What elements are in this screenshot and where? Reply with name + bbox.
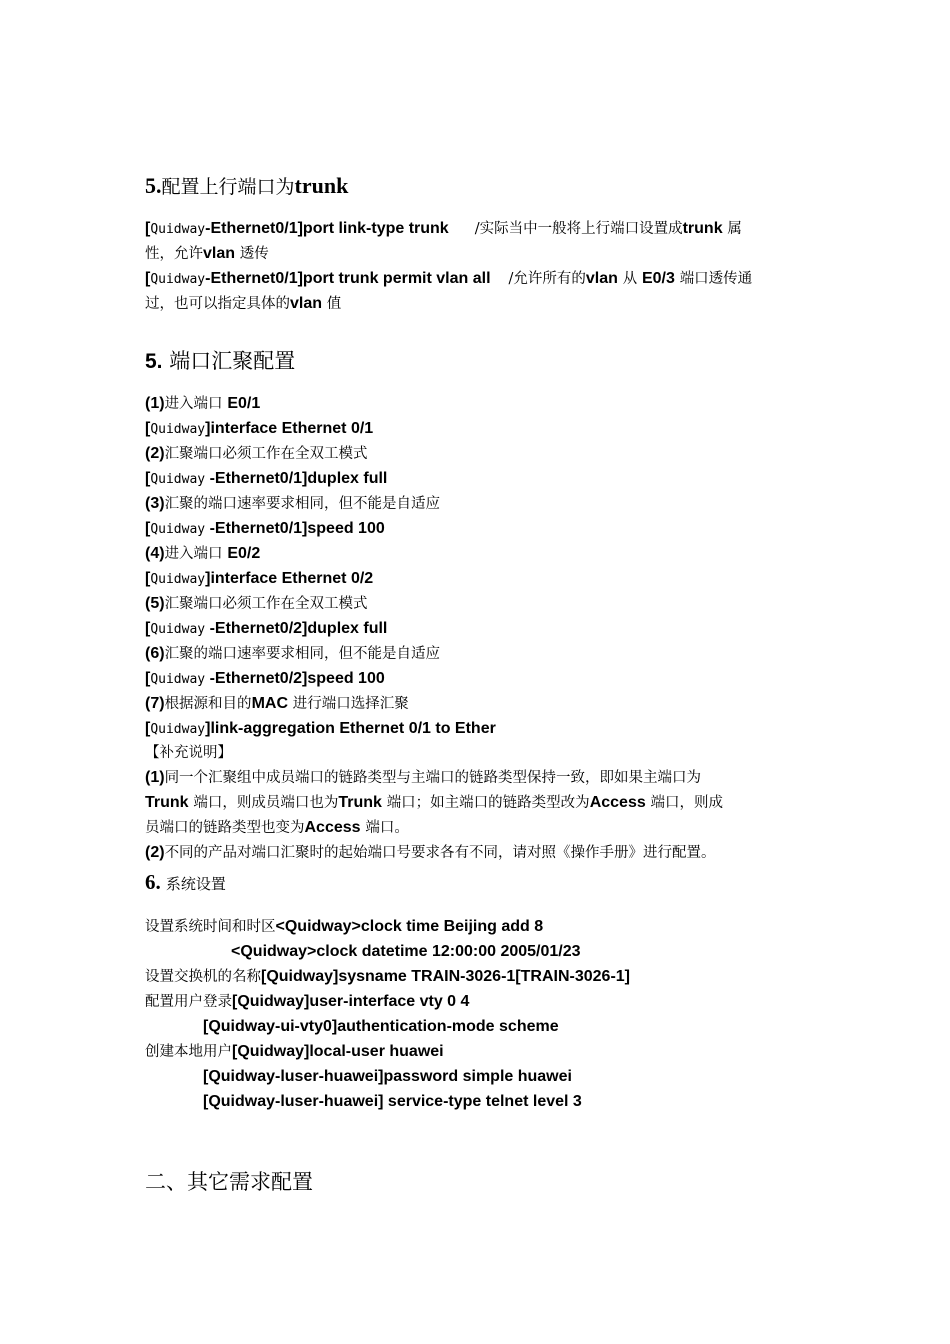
agg-cmd-7: [Quidway]link-aggregation Ethernet 0/1 to Ether <box>145 720 496 737</box>
trunk-line-2: 性，允许vlan 透传 <box>145 245 269 262</box>
sys-line-6: 创建本地用户[Quidway]local-user huawei <box>145 1043 444 1060</box>
agg-cmd-2: [Quidway -Ethernet0/1]duplex full <box>145 470 388 487</box>
agg-cmd-4: [Quidway]interface Ethernet 0/2 <box>145 570 374 587</box>
sys-line-2: <Quidway>clock datetime 12:00:00 2005/01/23 <box>231 943 581 960</box>
agg-step-4: (4)进入端口 E0/2 <box>145 545 261 562</box>
agg-cmd-6: [Quidway -Ethernet0/2]speed 100 <box>145 670 385 687</box>
supplement-title: 【补充说明】 <box>145 745 232 761</box>
sys-line-4: 配置用户登录[Quidway]user-interface vty 0 4 <box>145 993 470 1010</box>
sys-line-5: [Quidway-ui-vty0]authentication-mode scheme <box>203 1018 559 1035</box>
supplement-1-line-c: 员端口的链路类型也变为Access 端口。 <box>145 819 409 836</box>
agg-cmd-5: [Quidway -Ethernet0/2]duplex full <box>145 620 388 637</box>
agg-step-1: (1)进入端口 E0/1 <box>145 395 261 412</box>
agg-step-6: (6)汇聚的端口速率要求相同，但不能是自适应 <box>145 645 441 662</box>
agg-step-2: (2)汇聚端口必须工作在全双工模式 <box>145 445 368 462</box>
heading-system: 6. 系统设置 <box>145 870 226 894</box>
supplement-1-line-b: Trunk 端口，则成员端口也为Trunk 端口；如主端口的链路类型改为Access 端口，则成 <box>145 794 724 811</box>
trunk-line-4: 过，也可以指定具体的vlan 值 <box>145 295 342 312</box>
agg-cmd-1: [Quidway]interface Ethernet 0/1 <box>145 420 374 437</box>
agg-cmd-3: [Quidway -Ethernet0/1]speed 100 <box>145 520 385 537</box>
heading-trunk <box>145 172 348 199</box>
sys-line-8: [Quidway-luser-huawei] service-type telnet level 3 <box>203 1093 582 1110</box>
heading-text: 配置上行端口为 <box>161 176 295 198</box>
heading-keyword: trunk <box>294 173 349 198</box>
sys-line-3: 设置交换机的名称[Quidway]sysname TRAIN-3026-1[TRAIN-3026-1] <box>145 968 630 985</box>
heading-aggregation: 5. 端口汇聚配置 <box>145 349 296 373</box>
trunk-line-1: [Quidway-Ethernet0/1]port link-type trunk /实际当中一般将上行端口设置成trunk 属 <box>145 220 742 237</box>
agg-step-3: (3)汇聚的端口速率要求相同，但不能是自适应 <box>145 495 441 512</box>
sys-line-1: 设置系统时间和时区<Quidway>clock time Beijing add 8 <box>145 918 544 935</box>
agg-step-5: (5)汇聚端口必须工作在全双工模式 <box>145 595 368 612</box>
trunk-line-3: [Quidway-Ethernet0/1]port trunk permit vlan all /允许所有的vlan 从 E0/3 端口透传通 <box>145 270 753 287</box>
heading-number: 5. <box>145 173 162 198</box>
supplement-2: (2)不同的产品对端口汇聚时的起始端口号要求各有不同，请对照《操作手册》进行配置。 <box>145 844 716 861</box>
heading-other-config: 二、其它需求配置 <box>145 1170 313 1194</box>
sys-line-7: [Quidway-luser-huawei]password simple huawei <box>203 1068 572 1085</box>
supplement-1-line-a: (1)同一个汇聚组中成员端口的链路类型与主端口的链路类型保持一致，即如果主端口为 <box>145 769 702 786</box>
agg-step-7: (7)根据源和目的MAC 进行端口选择汇聚 <box>145 695 409 712</box>
